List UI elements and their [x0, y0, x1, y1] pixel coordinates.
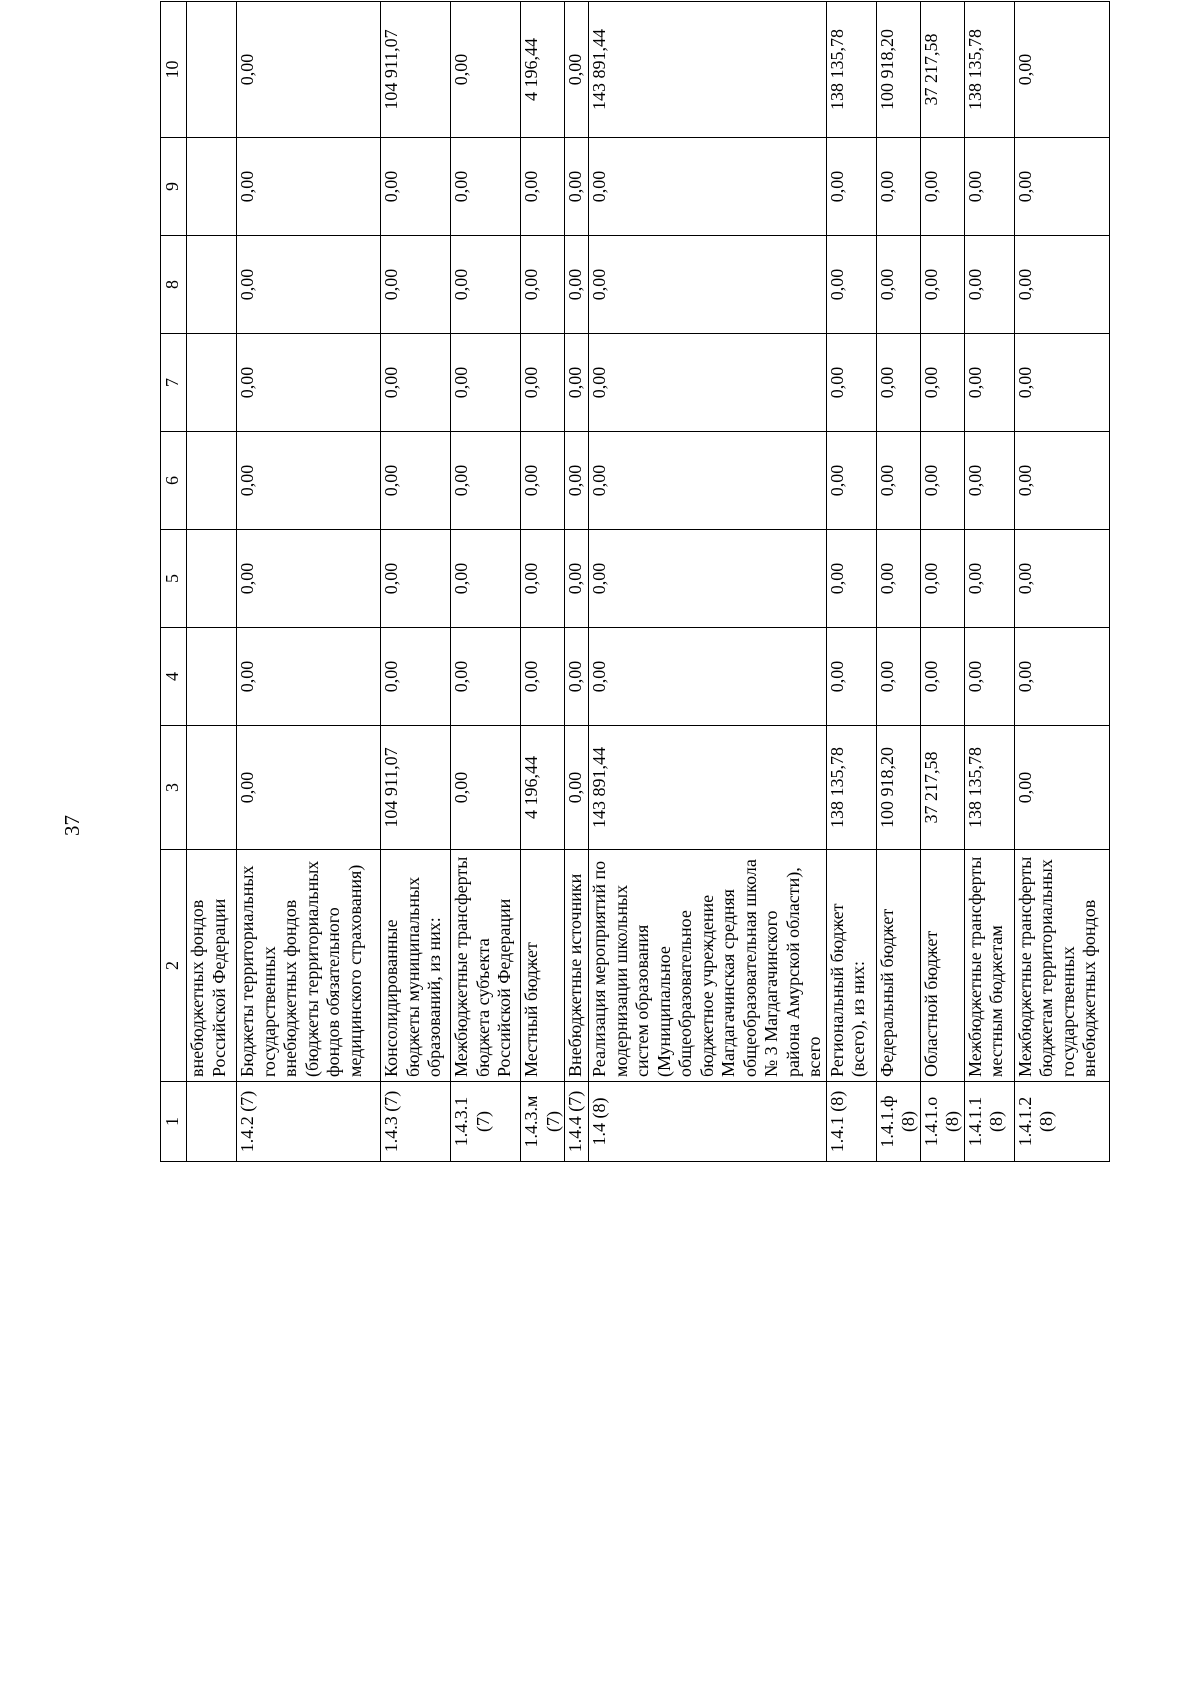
- value-cell: 0,00: [521, 236, 565, 334]
- value-cell: 4 196,44: [521, 2, 565, 138]
- value-cell: 0,00: [381, 628, 451, 726]
- value-cell: 0,00: [589, 236, 827, 334]
- row-name: Межбюджетные трансферты бюджета субъекта Российской Федерации: [451, 850, 521, 1082]
- column-header: 9: [161, 138, 187, 236]
- value-cell: 0,00: [1014, 236, 1109, 334]
- value-cell: 0,00: [920, 628, 964, 726]
- budget-table: [160, 1, 1110, 1162]
- row-name: Областной бюджет: [920, 850, 964, 1082]
- value-cell: 0,00: [876, 628, 920, 726]
- table-row: [589, 2, 827, 1162]
- value-cell: 0,00: [920, 138, 964, 236]
- value-cell: 0,00: [565, 2, 589, 138]
- value-cell: 0,00: [451, 334, 521, 432]
- table-row: [187, 2, 237, 1162]
- value-cell: 0,00: [920, 236, 964, 334]
- value-cell: 143 891,44: [589, 726, 827, 850]
- row-code: 1.4.2 (7): [237, 1082, 381, 1162]
- value-cell: 0,00: [876, 334, 920, 432]
- value-cell: 0,00: [565, 138, 589, 236]
- value-cell: 0,00: [964, 628, 1014, 726]
- table-row: [565, 2, 589, 1162]
- row-code: 1.4.3.м (7): [521, 1082, 565, 1162]
- column-header: 4: [161, 628, 187, 726]
- value-cell: 0,00: [237, 530, 381, 628]
- value-cell: 37 217,58: [920, 2, 964, 138]
- value-cell: 0,00: [920, 334, 964, 432]
- table-row: [876, 2, 920, 1162]
- row-name: Межбюджетные трансферты местным бюджетам: [964, 850, 1014, 1082]
- value-cell: 0,00: [964, 138, 1014, 236]
- column-header: 3: [161, 726, 187, 850]
- value-cell: 0,00: [1014, 138, 1109, 236]
- row-name: Реализация мероприятий по модернизации школьных систем образования (Муниципальное общеобразовательное бюджетное учреждение Магдагачинская средняя общеобразовательная школа № 3 Магдагачинского района Амурской области), всего: [589, 850, 827, 1082]
- table-row: [381, 2, 451, 1162]
- value-cell: 0,00: [237, 334, 381, 432]
- value-cell: [187, 2, 237, 138]
- table-row: [826, 2, 876, 1162]
- row-code: 1.4.3.1 (7): [451, 1082, 521, 1162]
- value-cell: 0,00: [964, 334, 1014, 432]
- value-cell: 0,00: [920, 530, 964, 628]
- value-cell: 0,00: [381, 432, 451, 530]
- column-header: 7: [161, 334, 187, 432]
- value-cell: 0,00: [1014, 432, 1109, 530]
- value-cell: 0,00: [521, 432, 565, 530]
- value-cell: 0,00: [521, 530, 565, 628]
- value-cell: 0,00: [826, 138, 876, 236]
- value-cell: 0,00: [876, 236, 920, 334]
- value-cell: 0,00: [451, 530, 521, 628]
- value-cell: 0,00: [826, 530, 876, 628]
- value-cell: 0,00: [1014, 334, 1109, 432]
- value-cell: 0,00: [826, 334, 876, 432]
- value-cell: 138 135,78: [826, 726, 876, 850]
- value-cell: 0,00: [565, 726, 589, 850]
- row-code: 1.4.1.2 (8): [1014, 1082, 1109, 1162]
- value-cell: 0,00: [1014, 628, 1109, 726]
- row-code: [187, 1082, 237, 1162]
- row-code: 1.4.1.ф (8): [876, 1082, 920, 1162]
- value-cell: 104 911,07: [381, 726, 451, 850]
- value-cell: 0,00: [237, 2, 381, 138]
- value-cell: [187, 530, 237, 628]
- value-cell: 143 891,44: [589, 2, 827, 138]
- value-cell: 0,00: [565, 530, 589, 628]
- value-cell: 0,00: [451, 2, 521, 138]
- value-cell: 0,00: [237, 628, 381, 726]
- value-cell: 0,00: [381, 530, 451, 628]
- value-cell: 0,00: [826, 432, 876, 530]
- value-cell: 0,00: [589, 138, 827, 236]
- value-cell: [187, 334, 237, 432]
- column-header: 1: [161, 1082, 187, 1162]
- row-code: 1.4.1.о (8): [920, 1082, 964, 1162]
- row-name: Региональный бюджет (всего), из них:: [826, 850, 876, 1082]
- value-cell: 0,00: [589, 334, 827, 432]
- row-name: Внебюджетные источники: [565, 850, 589, 1082]
- value-cell: 0,00: [565, 334, 589, 432]
- value-cell: 0,00: [565, 236, 589, 334]
- row-name: Консолидированные бюджеты муниципальных образований, из них:: [381, 850, 451, 1082]
- table-row: [1014, 2, 1109, 1162]
- value-cell: [187, 726, 237, 850]
- column-header: 2: [161, 850, 187, 1082]
- row-code: 1.4.1 (8): [826, 1082, 876, 1162]
- column-header: 8: [161, 236, 187, 334]
- value-cell: 0,00: [451, 432, 521, 530]
- value-cell: 138 135,78: [964, 726, 1014, 850]
- value-cell: [187, 138, 237, 236]
- header-row: [161, 2, 187, 1162]
- value-cell: 0,00: [589, 530, 827, 628]
- value-cell: 0,00: [1014, 530, 1109, 628]
- column-header: 6: [161, 432, 187, 530]
- value-cell: 0,00: [381, 138, 451, 236]
- table-row: [920, 2, 964, 1162]
- value-cell: 0,00: [589, 432, 827, 530]
- value-cell: 0,00: [826, 236, 876, 334]
- value-cell: 0,00: [451, 628, 521, 726]
- value-cell: 0,00: [381, 334, 451, 432]
- row-code: 1.4.3 (7): [381, 1082, 451, 1162]
- value-cell: 0,00: [381, 236, 451, 334]
- value-cell: 37 217,58: [920, 726, 964, 850]
- value-cell: 0,00: [237, 726, 381, 850]
- table-row: [521, 2, 565, 1162]
- row-name: Федеральный бюджет: [876, 850, 920, 1082]
- value-cell: 0,00: [451, 138, 521, 236]
- value-cell: 0,00: [964, 236, 1014, 334]
- value-cell: 0,00: [876, 138, 920, 236]
- table-row: [964, 2, 1014, 1162]
- value-cell: 0,00: [521, 138, 565, 236]
- column-header: 5: [161, 530, 187, 628]
- table-row: [451, 2, 521, 1162]
- page-number: 37: [60, 815, 84, 836]
- value-cell: 0,00: [521, 628, 565, 726]
- value-cell: 0,00: [964, 432, 1014, 530]
- value-cell: 0,00: [920, 432, 964, 530]
- value-cell: 0,00: [1014, 726, 1109, 850]
- value-cell: 0,00: [565, 628, 589, 726]
- row-name: Межбюджетные трансферты бюджетам территориальных государственных внебюджетных фондов: [1014, 850, 1109, 1082]
- row-name: Бюджеты территориальных государственных внебюджетных фондов (бюджеты территориальных фондов обязательного медицинского страхования): [237, 850, 381, 1082]
- column-header: 10: [161, 2, 187, 138]
- value-cell: [187, 236, 237, 334]
- value-cell: 100 918,20: [876, 2, 920, 138]
- value-cell: 4 196,44: [521, 726, 565, 850]
- value-cell: 0,00: [451, 236, 521, 334]
- value-cell: 0,00: [964, 530, 1014, 628]
- row-code: 1.4 (8): [589, 1082, 827, 1162]
- row-name: Местный бюджет: [521, 850, 565, 1082]
- budget-table-container: [160, 29, 1105, 1162]
- value-cell: 0,00: [589, 628, 827, 726]
- value-cell: 0,00: [237, 138, 381, 236]
- value-cell: 104 911,07: [381, 2, 451, 138]
- value-cell: 0,00: [826, 628, 876, 726]
- value-cell: 0,00: [876, 530, 920, 628]
- value-cell: 0,00: [565, 432, 589, 530]
- table-row: [237, 2, 381, 1162]
- value-cell: 0,00: [876, 432, 920, 530]
- table-body: [187, 2, 1110, 1162]
- value-cell: 0,00: [521, 334, 565, 432]
- value-cell: 0,00: [237, 432, 381, 530]
- value-cell: [187, 628, 237, 726]
- value-cell: [187, 432, 237, 530]
- value-cell: 138 135,78: [826, 2, 876, 138]
- value-cell: 138 135,78: [964, 2, 1014, 138]
- row-name: внебюджетных фондов Российской Федерации: [187, 850, 237, 1082]
- value-cell: 100 918,20: [876, 726, 920, 850]
- value-cell: 0,00: [451, 726, 521, 850]
- row-code: 1.4.1.1 (8): [964, 1082, 1014, 1162]
- value-cell: 0,00: [1014, 2, 1109, 138]
- row-code: 1.4.4 (7): [565, 1082, 589, 1162]
- value-cell: 0,00: [237, 236, 381, 334]
